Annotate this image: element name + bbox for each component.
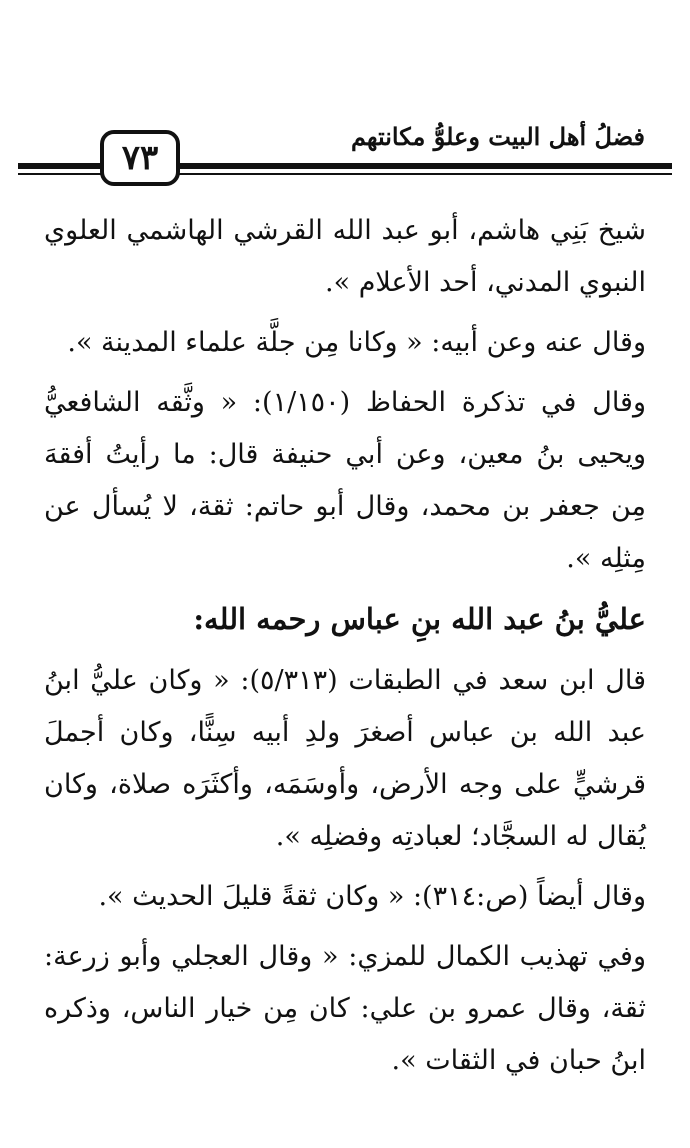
- section-heading: عليُّ بنُ عبد الله بنِ عباس رحمه الله:: [193, 602, 646, 636]
- running-title: فضلُ أهل البيت وعلوُّ مكانتهم: [350, 122, 645, 151]
- page-body: [44, 205, 646, 1095]
- paragraph-5: وقال أيضاً (ص:٣١٤): « وكان ثقةً قليلَ الحديث ».: [98, 881, 646, 912]
- paragraph-4: قال ابن سعد في الطبقات (٥/٣١٣): « وكان عليُّ ابنُ عبد الله بن عباس أصغرَ ولدِ أبيه سِنًّا، وكان أجملَ قرشيٍّ على وجه الأرض، وأوسَمَه، وأكثَرَه صلاة، وكان يُقال له السجَّاد؛ لعبادتِه وفضلِه ».: [44, 665, 646, 852]
- paragraph-2: وقال عنه وعن أبيه: « وكانا مِن جلَّة علماء المدينة ».: [67, 327, 646, 358]
- page-number: ٧٣: [100, 130, 180, 186]
- paragraph-3: وقال في تذكرة الحفاظ (١/١٥٠): « وثَّقه الشافعيُّ ويحيى بنُ معين، وعن أبي حنيفة قال: ما رأيتُ أفقهَ مِن جعفر بن محمد، وقال أبو حاتم: ثقة، لا يُسأل عن مِثلِه ».: [44, 387, 646, 574]
- page-header: [0, 0, 690, 200]
- paragraph-6: وفي تهذيب الكمال للمزي: « وقال العجلي وأبو زرعة: ثقة، وقال عمرو بن علي: كان مِن خيار الناس، وذكره ابنُ حبان في الثقات ».: [44, 941, 646, 1076]
- paragraph-1: شيخ بَنِي هاشم، أبو عبد الله القرشي الهاشمي العلوي النبوي المدني، أحد الأعلام ».: [44, 215, 646, 298]
